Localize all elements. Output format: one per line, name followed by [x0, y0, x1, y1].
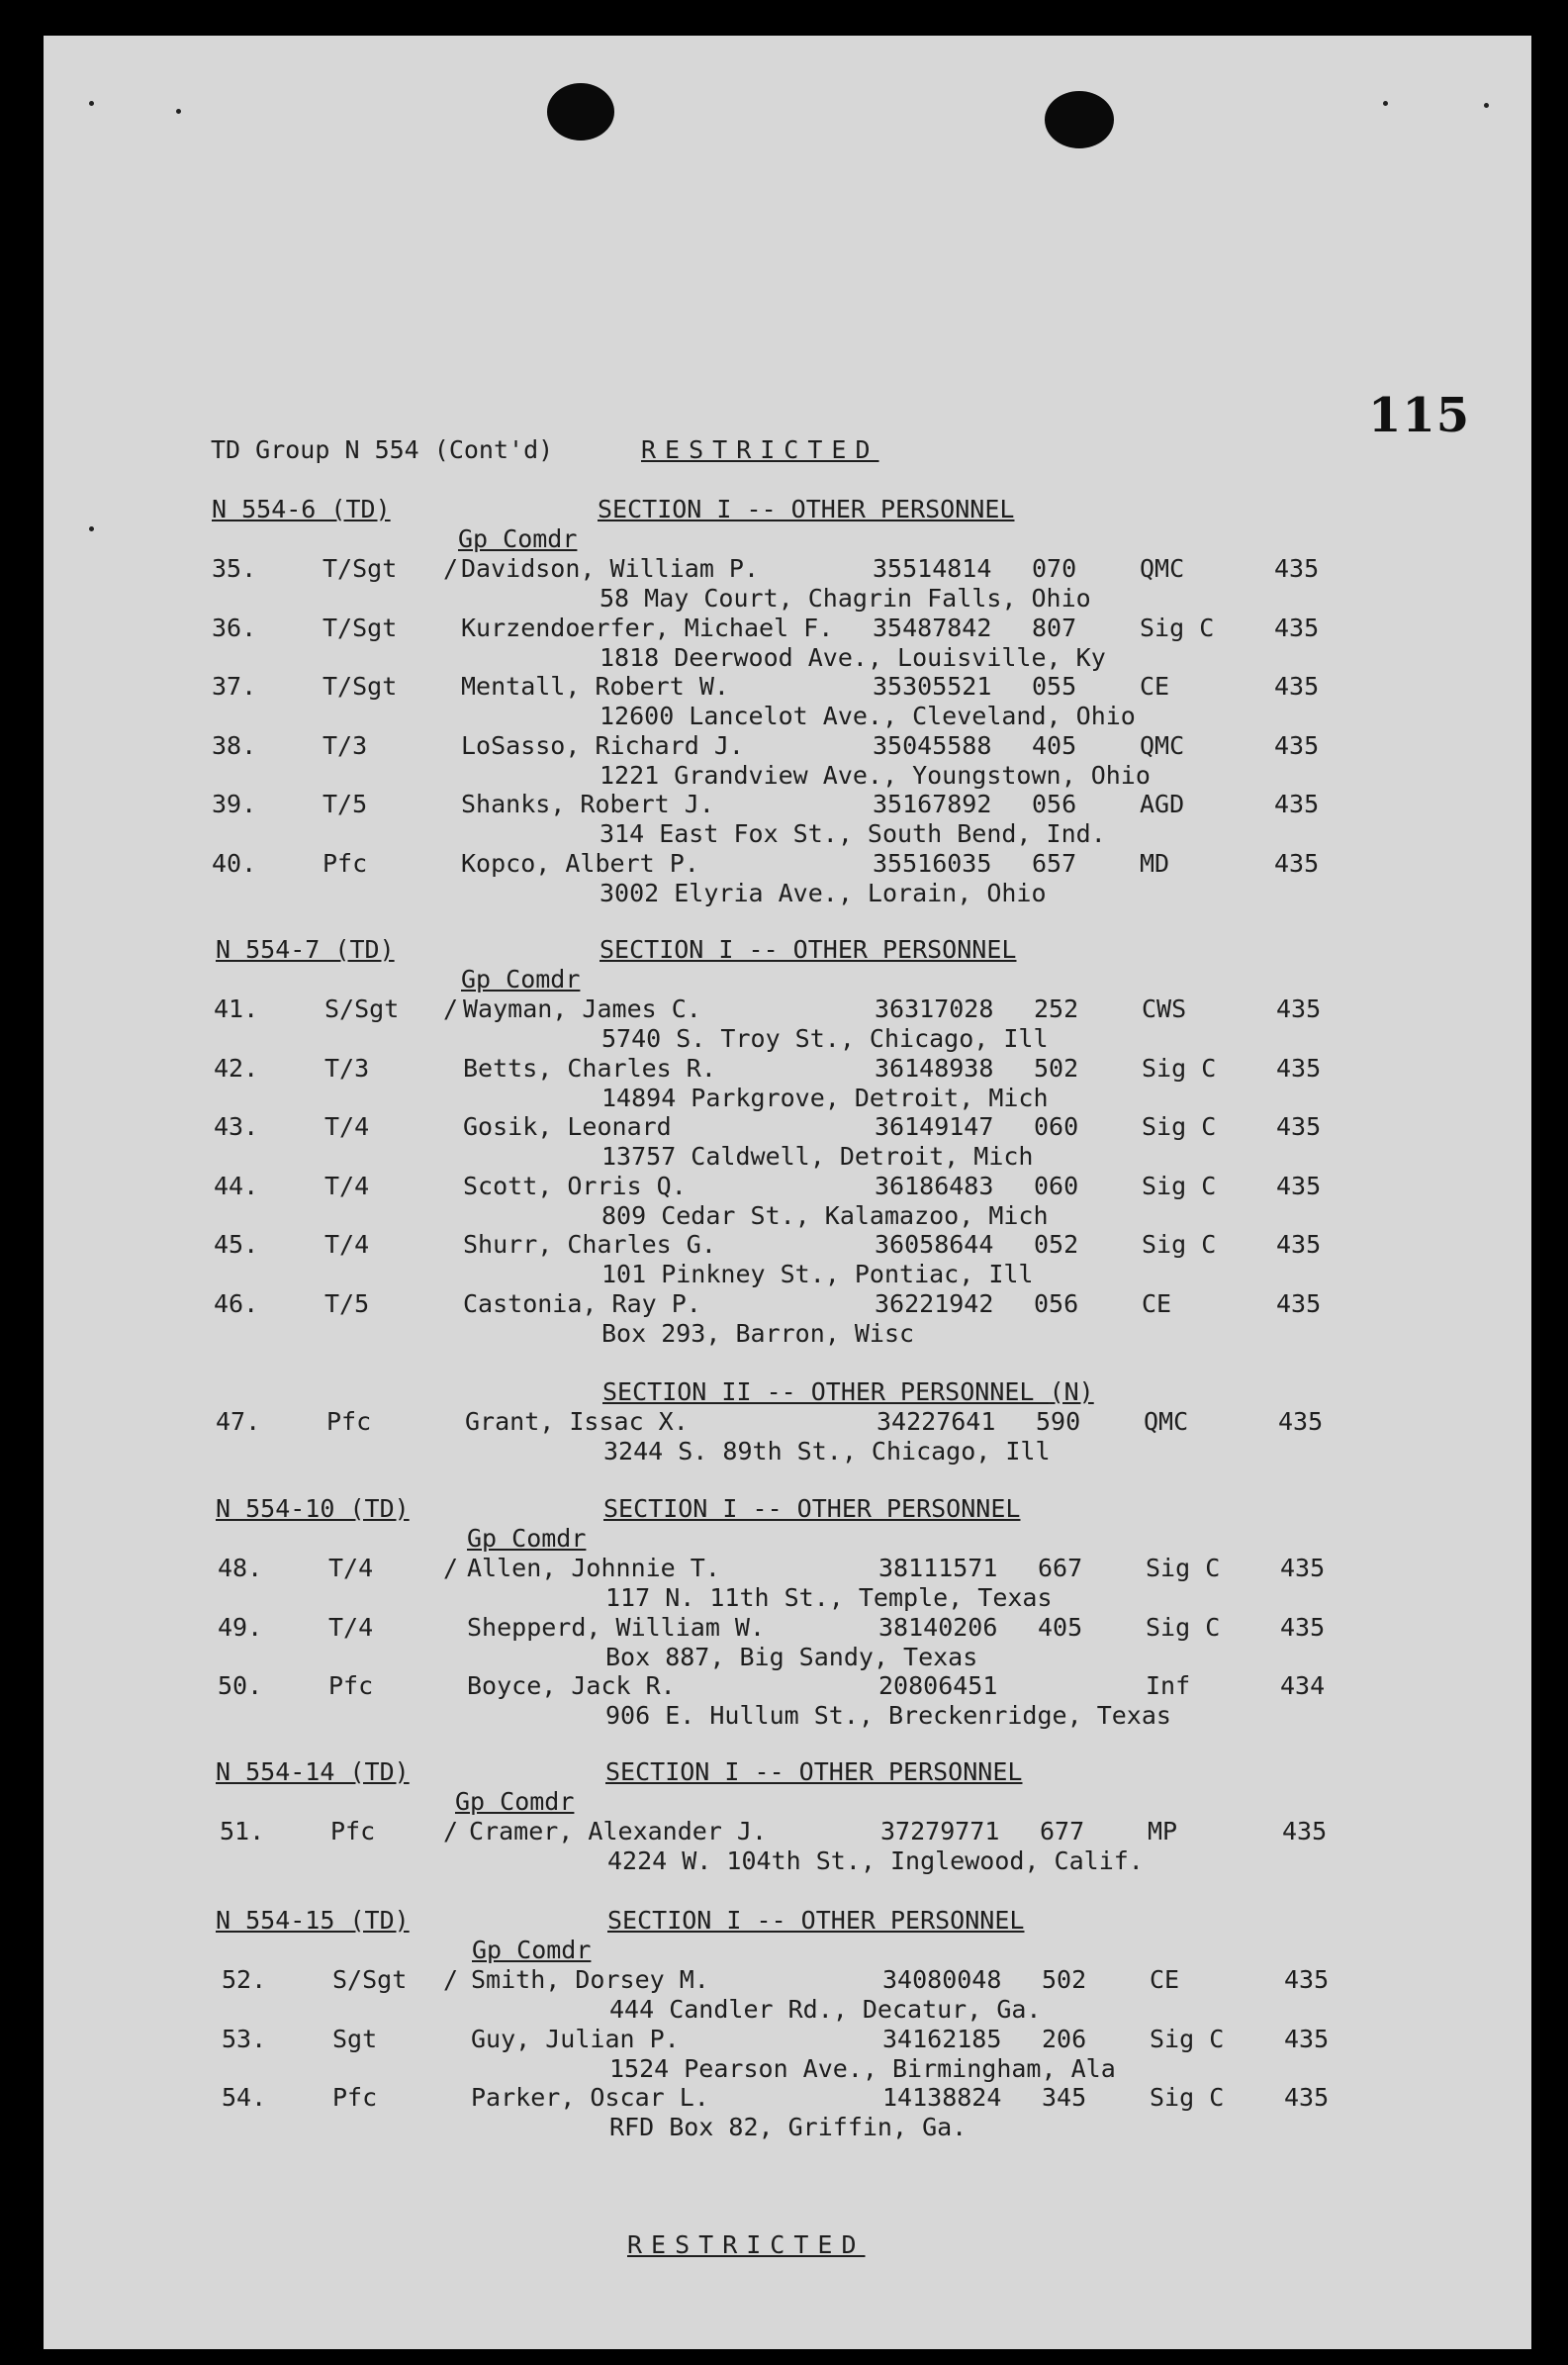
address: 1221 Grandview Ave., Youngstown, Ohio [600, 760, 1151, 790]
section-title [605, 1757, 1022, 1786]
speck [89, 101, 94, 106]
rank: T/Sgt [323, 554, 398, 583]
section-title [603, 1494, 1020, 1523]
serial-number: 36221942 [875, 1288, 994, 1318]
mos: 435 [1274, 790, 1320, 818]
address: Box 887, Big Sandy, Texas [605, 1642, 978, 1671]
serial-number: 20806451 [878, 1671, 998, 1700]
header-title: TD Group N 554 (Cont'd) [211, 435, 554, 464]
serial-number: 35305521 [873, 672, 992, 701]
address: 12600 Lancelot Ave., Cleveland, Ohio [600, 702, 1136, 730]
branch: Sig C [1140, 613, 1215, 642]
personnel-row [222, 1965, 1409, 2025]
address: 314 East Fox St., South Bend, Ind. [600, 819, 1106, 848]
row-number: 45. [214, 1230, 259, 1259]
gp-comdr-label: Gp Comdr [467, 1524, 587, 1553]
branch: Inf [1146, 1671, 1191, 1700]
mos: 435 [1276, 994, 1322, 1023]
serial-number: 14138824 [882, 2083, 1002, 2112]
unit-heading: N 554-15 (TD) [216, 1906, 410, 1935]
name: Shepperd, William W. [467, 1612, 766, 1642]
gp-comdr-mark: / [443, 1554, 459, 1582]
personnel-row [214, 1230, 1401, 1289]
mos: 435 [1276, 1288, 1322, 1318]
spec-code: 502 [1034, 1053, 1079, 1083]
mos: 435 [1276, 1053, 1322, 1083]
serial-number: 36186483 [875, 1171, 994, 1200]
row-number: 48. [218, 1554, 263, 1582]
rank: Pfc [328, 1671, 374, 1700]
mos: 435 [1276, 1230, 1322, 1259]
serial-number: 38111571 [878, 1554, 998, 1582]
section-title-text: SECTION I -- OTHER PERSONNEL [603, 1494, 1021, 1523]
spec-code: 807 [1032, 613, 1077, 642]
rank: T/3 [324, 1053, 370, 1083]
serial-number: 35516035 [873, 848, 992, 878]
spec-code: 060 [1034, 1112, 1079, 1141]
rank: T/4 [324, 1171, 370, 1200]
spec-code: 056 [1034, 1288, 1079, 1318]
mos: 435 [1282, 1817, 1328, 1845]
gp-comdr-mark: / [443, 1817, 459, 1845]
row-number: 52. [222, 1965, 267, 1994]
spec-code: 052 [1034, 1230, 1079, 1259]
address: 906 E. Hullum St., Breckenridge, Texas [605, 1701, 1171, 1730]
serial-number: 36149147 [875, 1112, 994, 1141]
spec-code: 657 [1032, 848, 1077, 878]
row-number: 43. [214, 1112, 259, 1141]
rank: Sgt [332, 2024, 378, 2053]
serial-number: 38140206 [878, 1612, 998, 1642]
speck [89, 526, 94, 531]
row-number: 36. [212, 613, 257, 642]
personnel-row [214, 1112, 1401, 1172]
row-number: 46. [214, 1288, 259, 1318]
section-title-text: SECTION I -- OTHER PERSONNEL [598, 495, 1015, 523]
name: Smith, Dorsey M. [471, 1965, 709, 1994]
mos: 434 [1280, 1671, 1326, 1700]
name: Parker, Oscar L. [471, 2083, 709, 2112]
section-title [602, 1377, 1094, 1406]
spec-code: 405 [1038, 1612, 1083, 1642]
spec-code: 677 [1040, 1817, 1085, 1845]
personnel-row [222, 2083, 1409, 2142]
name: Mentall, Robert W. [461, 672, 729, 701]
address: 4224 W. 104th St., Inglewood, Calif. [607, 1846, 1144, 1875]
personnel-row [222, 2025, 1409, 2084]
personnel-row [218, 1613, 1405, 1672]
personnel-row [214, 994, 1401, 1054]
punch-hole-right [1045, 91, 1114, 148]
name: Davidson, William P. [461, 554, 760, 583]
serial-number: 37279771 [880, 1817, 1000, 1845]
personnel-row [214, 1172, 1401, 1231]
row-number: 37. [212, 672, 257, 701]
mos: 435 [1284, 2083, 1330, 2112]
row-number: 39. [212, 790, 257, 818]
name: Shanks, Robert J. [461, 790, 714, 818]
gp-comdr-label: Gp Comdr [455, 1787, 575, 1816]
branch: MP [1148, 1817, 1178, 1845]
branch: Sig C [1150, 2024, 1225, 2053]
rank: T/5 [323, 790, 368, 818]
rank: T/3 [323, 730, 368, 760]
rank: T/Sgt [323, 613, 398, 642]
row-number: 51. [220, 1817, 265, 1845]
serial-number: 35167892 [873, 790, 992, 818]
mos: 435 [1278, 1407, 1324, 1436]
rank: T/4 [324, 1230, 370, 1259]
rank: T/4 [324, 1112, 370, 1141]
serial-number: 34227641 [876, 1407, 996, 1436]
serial-number: 34080048 [882, 1965, 1002, 1994]
branch: AGD [1140, 790, 1185, 818]
branch: Sig C [1142, 1112, 1217, 1141]
spec-code: 070 [1032, 554, 1077, 583]
row-number: 38. [212, 730, 257, 760]
branch: Sig C [1142, 1171, 1217, 1200]
serial-number: 35045588 [873, 730, 992, 760]
rank: S/Sgt [332, 1965, 408, 1994]
branch: QMC [1140, 554, 1185, 583]
name: Boyce, Jack R. [467, 1671, 676, 1700]
gp-comdr-label: Gp Comdr [458, 524, 578, 553]
rank: Pfc [323, 848, 368, 878]
section-title [600, 935, 1016, 964]
row-number: 53. [222, 2024, 267, 2053]
address: 809 Cedar St., Kalamazoo, Mich [601, 1200, 1049, 1230]
section-title-text: SECTION I -- OTHER PERSONNEL [607, 1906, 1025, 1935]
address: 1818 Deerwood Ave., Louisville, Ky [600, 642, 1106, 672]
address: 3244 S. 89th St., Chicago, Ill [603, 1437, 1051, 1466]
address: 58 May Court, Chagrin Falls, Ohio [600, 584, 1091, 613]
section-title-suffix: (N) [1049, 1377, 1094, 1406]
section-title-text: SECTION II -- OTHER PERSONNEL [602, 1377, 1035, 1406]
unit-heading: N 554-10 (TD) [216, 1494, 410, 1523]
spec-code: 502 [1042, 1965, 1087, 1994]
section-title-text: SECTION I -- OTHER PERSONNEL [605, 1757, 1023, 1786]
personnel-row [212, 614, 1399, 673]
section-title [598, 495, 1014, 523]
rank: T/5 [324, 1288, 370, 1318]
branch: Sig C [1142, 1053, 1217, 1083]
branch: Sig C [1150, 2083, 1225, 2112]
mos: 435 [1276, 1112, 1322, 1141]
spec-code: 252 [1034, 994, 1079, 1023]
branch: Sig C [1146, 1554, 1221, 1582]
name: Castonia, Ray P. [463, 1288, 701, 1318]
address: 1524 Pearson Ave., Birmingham, Ala [609, 2053, 1116, 2083]
name: Allen, Johnnie T. [467, 1554, 720, 1582]
address: Box 293, Barron, Wisc [601, 1318, 915, 1348]
name: Grant, Issac X. [465, 1407, 689, 1436]
unit-heading: N 554-7 (TD) [216, 935, 395, 964]
gp-comdr-label: Gp Comdr [461, 965, 581, 993]
spec-code: 405 [1032, 730, 1077, 760]
mos: 435 [1274, 672, 1320, 701]
branch: CE [1140, 672, 1170, 701]
personnel-row [218, 1554, 1405, 1613]
personnel-row [212, 554, 1399, 614]
page-number: 115 [1368, 388, 1471, 443]
branch: MD [1140, 848, 1170, 878]
rank: Pfc [326, 1407, 372, 1436]
personnel-row [212, 790, 1399, 849]
address: RFD Box 82, Griffin, Ga. [609, 2113, 968, 2141]
row-number: 44. [214, 1171, 259, 1200]
personnel-row [218, 1671, 1405, 1731]
rank: T/4 [328, 1554, 374, 1582]
section-title [607, 1906, 1024, 1935]
serial-number: 36148938 [875, 1053, 994, 1083]
name: Gosik, Leonard [463, 1112, 672, 1141]
mos: 435 [1280, 1612, 1326, 1642]
name: Cramer, Alexander J. [469, 1817, 768, 1845]
name: Scott, Orris Q. [463, 1171, 687, 1200]
spec-code: 206 [1042, 2024, 1087, 2053]
serial-number: 36317028 [875, 994, 994, 1023]
mos: 435 [1280, 1554, 1326, 1582]
name: Kopco, Albert P. [461, 848, 699, 878]
mos: 435 [1274, 613, 1320, 642]
spec-code: 056 [1032, 790, 1077, 818]
address: 444 Candler Rd., Decatur, Ga. [609, 1995, 1042, 2024]
personnel-row [212, 672, 1399, 731]
rank: Pfc [330, 1817, 376, 1845]
name: Guy, Julian P. [471, 2024, 680, 2053]
mos: 435 [1276, 1171, 1322, 1200]
restricted-stamp-top: RESTRICTED [641, 435, 879, 464]
mos: 435 [1274, 730, 1320, 760]
branch: CE [1142, 1288, 1172, 1318]
spec-code: 590 [1036, 1407, 1081, 1436]
address: 117 N. 11th St., Temple, Texas [605, 1583, 1053, 1612]
row-number: 40. [212, 848, 257, 878]
branch: CWS [1142, 994, 1187, 1023]
rank: Pfc [332, 2083, 378, 2112]
row-number: 49. [218, 1612, 263, 1642]
branch: QMC [1144, 1407, 1189, 1436]
gp-comdr-mark: / [443, 994, 459, 1023]
personnel-row [220, 1817, 1407, 1876]
name: Wayman, James C. [463, 994, 701, 1023]
speck [1484, 103, 1489, 108]
branch: Sig C [1142, 1230, 1217, 1259]
row-number: 41. [214, 994, 259, 1023]
gp-comdr-mark: / [443, 1965, 459, 1994]
spec-code: 055 [1032, 672, 1077, 701]
address: 3002 Elyria Ave., Lorain, Ohio [600, 878, 1047, 907]
branch: Sig C [1146, 1612, 1221, 1642]
name: Shurr, Charles G. [463, 1230, 716, 1259]
speck [176, 109, 181, 114]
branch: QMC [1140, 730, 1185, 760]
spec-code: 060 [1034, 1171, 1079, 1200]
rank: T/4 [328, 1612, 374, 1642]
gp-comdr-label: Gp Comdr [472, 1936, 592, 1964]
spec-code: 667 [1038, 1554, 1083, 1582]
serial-number: 36058644 [875, 1230, 994, 1259]
name: Kurzendoerfer, Michael F. [461, 613, 834, 642]
unit-heading: N 554-6 (TD) [212, 495, 391, 523]
address: 5740 S. Troy St., Chicago, Ill [601, 1024, 1049, 1053]
serial-number: 35514814 [873, 554, 992, 583]
mos: 435 [1274, 848, 1320, 878]
punch-hole-left [547, 83, 614, 141]
personnel-row [214, 1289, 1401, 1349]
section-title-text: SECTION I -- OTHER PERSONNEL [600, 935, 1017, 964]
personnel-row [212, 849, 1399, 908]
speck [1383, 101, 1388, 106]
name: Betts, Charles R. [463, 1053, 716, 1083]
personnel-row [212, 731, 1399, 791]
mos: 435 [1284, 1965, 1330, 1994]
address: 13757 Caldwell, Detroit, Mich [601, 1142, 1034, 1171]
address: 14894 Parkgrove, Detroit, Mich [601, 1083, 1049, 1112]
serial-number: 34162185 [882, 2024, 1002, 2053]
unit-heading: N 554-14 (TD) [216, 1757, 410, 1786]
mos: 435 [1284, 2024, 1330, 2053]
row-number: 50. [218, 1671, 263, 1700]
restricted-stamp-bottom: RESTRICTED [627, 2230, 866, 2259]
name: LoSasso, Richard J. [461, 730, 744, 760]
serial-number: 35487842 [873, 613, 992, 642]
address: 101 Pinkney St., Pontiac, Ill [601, 1260, 1034, 1288]
gp-comdr-mark: / [443, 554, 459, 583]
personnel-row [214, 1054, 1401, 1113]
spec-code: 345 [1042, 2083, 1087, 2112]
row-number: 54. [222, 2083, 267, 2112]
branch: CE [1150, 1965, 1180, 1994]
personnel-row [216, 1407, 1403, 1466]
row-number: 35. [212, 554, 257, 583]
rank: T/Sgt [323, 672, 398, 701]
mos: 435 [1274, 554, 1320, 583]
rank: S/Sgt [324, 994, 400, 1023]
row-number: 47. [216, 1407, 261, 1436]
row-number: 42. [214, 1053, 259, 1083]
